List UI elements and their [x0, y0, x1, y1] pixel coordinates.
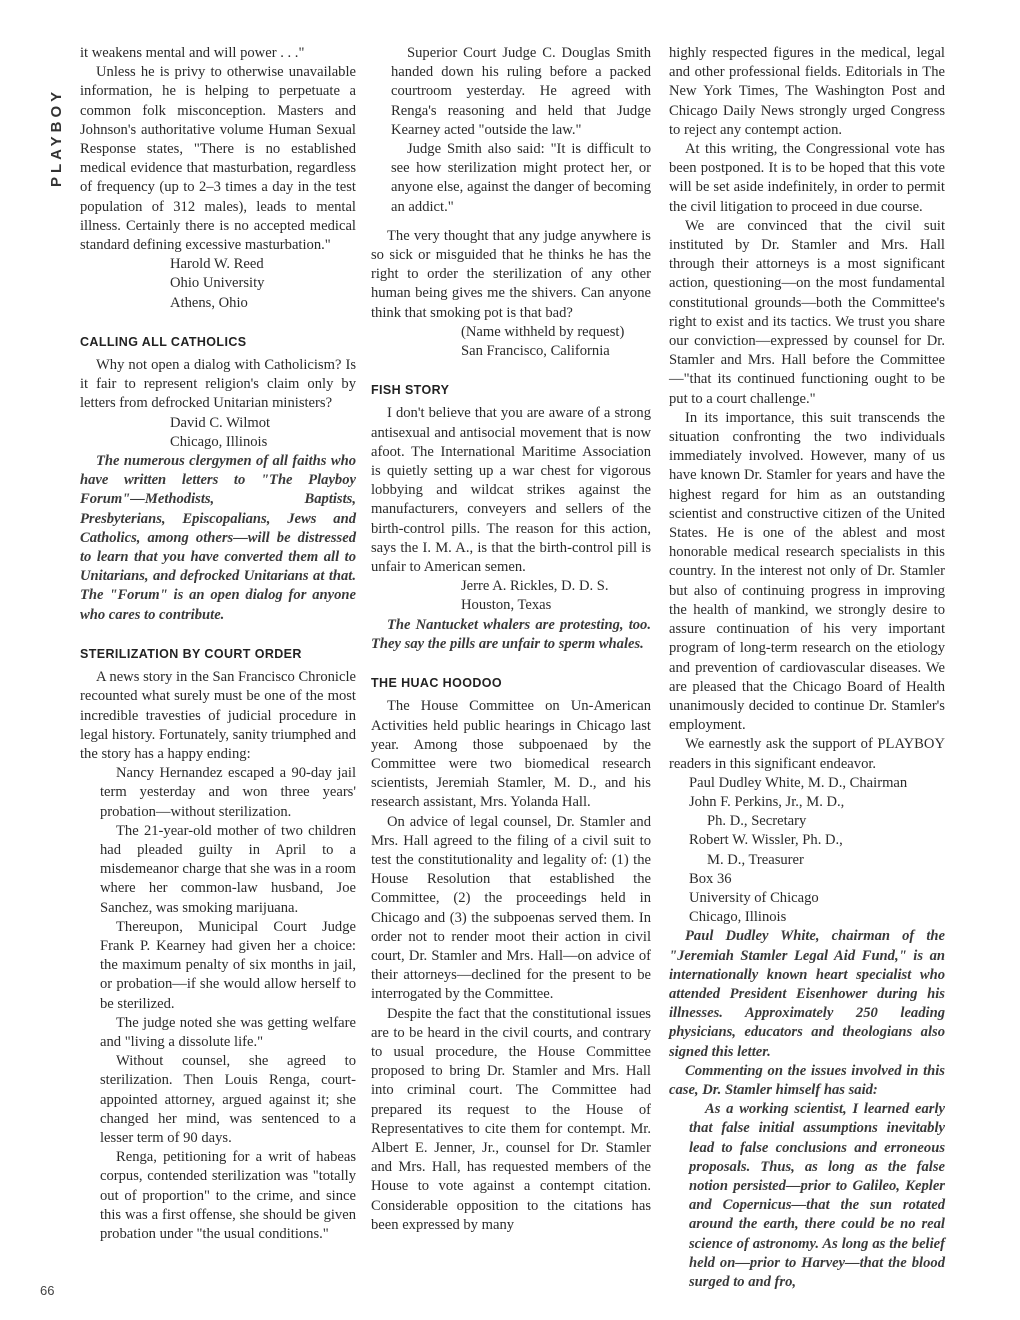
column-3 — [669, 44, 945, 1292]
magazine-masthead: PLAYBOY — [48, 87, 65, 187]
letter-paragraph: Despite the fact that the constitutional issues are to be heard in the civil courts, and contrary to usual procedure, the House Committee proposed to bring Dr. Stamler and Mrs. Hall into criminal court. The Committee had prepared its request to the House of Representatives to cite them for contempt. Mr. Albert E. Jenner, Jr., counsel for Dr. Stamler and Mrs. Hall, has requested members of the House to vote against a contempt citation. Considerable opposition to the citations has been expressed by many — [371, 1005, 651, 1233]
signature-line: John F. Perkins, Jr., M. D., — [689, 793, 845, 810]
quoted-paragraph: Without counsel, she agreed to sterilization. Then Louis Renga, court-appointed attorney, argued against it; she changed her mind, was sentenced to a lesser term of 90 days. — [100, 1053, 356, 1146]
signature-line: Chicago, Illinois — [170, 433, 268, 450]
letter-paragraph: In its importance, this suit transcends the situation confronting the two individuals immediately involved. However, many of us have known Dr. Stamler for years and have the highest regard for him as an outstanding scientist and constructive citizen of the United States. He is one of the ablest and most honorable medical research specialists in this country. In the interest not only of Dr. Stamler but also of continuing progress in improving the health of mankind, we strongly desire to assure continuation of his very important program of long-term research on the etiology and prevention of cardiovascular diseases. We are pleased that the Chicago Board of Health unanimously decided to continue Dr. Stamler's employment. — [669, 409, 945, 734]
letter-paragraph: highly respected figures in the medical, legal and other professional fields. Editorials in The New York Times, The Washington Post and Chicago Daily News strongly urged Congress to reject any contempt action. — [669, 45, 945, 138]
letter-paragraph: A news story in the San Francisco Chronicle recounted what surely must be one of the most incredible travesties of judicial procedure in legal history. Fortunately, sanity triumphed and the story has a happy ending: — [80, 669, 356, 762]
signature-line: University of Chicago — [689, 889, 819, 906]
section-heading: THE HUAC HOODOO — [371, 676, 502, 691]
editor-reply: Paul Dudley White, chairman of the "Jeremiah Stamler Legal Aid Fund," is an internationally known heart specialist who attended President Eisenhower during his illnesses. Approximately 250 leading physicians, educators and theologians also signed this letter. — [669, 928, 945, 1060]
quoted-paragraph: Nancy Hernandez escaped a 90-day jail term yesterday and won three years' probation—without sterilization. — [100, 765, 356, 820]
editor-reply: The numerous clergymen of all faiths who have written letters to "The Playboy Forum"—Methodists, Baptists, Presbyterians, Episcopalians, Jews and Catholics, among others—will be distressed to learn that you have converted them all to Unitarians, and defrocked Unitarians at that. The "Forum" is an open dialog for anyone who cares to contribute. — [80, 453, 356, 623]
signature-line: Jerre A. Rickles, D. D. S. — [461, 578, 609, 595]
column-2 — [371, 44, 651, 1235]
signature-line: David C. Wilmot — [170, 414, 271, 431]
letter-paragraph: Why not open a dialog with Catholicism? Is it fair to represent religion's claim only by letters from defrocked Unitarian ministers? — [80, 357, 356, 412]
letter-paragraph: We are convinced that the civil suit instituted by Dr. Stamler and Mrs. Hall through their attorneys is a most significant action, questioning—on the most fundamental constitutional grounds—both the Committee's right to exist and its tactics. We trust you share our conviction—expressed by counsel for Dr. Stamler and Mrs. Hall before the Committee—"that its continued functioning ought to be put to a court challenge." — [669, 217, 945, 407]
signature-line: Houston, Texas — [461, 597, 552, 614]
letter-signature — [669, 774, 945, 928]
signature-line: San Francisco, California — [461, 343, 610, 360]
letter-signature — [371, 577, 651, 615]
section-heading: CALLING ALL CATHOLICS — [80, 334, 247, 349]
letter-paragraph: Unless he is privy to otherwise unavailable information, he is helping to perpetuate a common folk misconception. Masters and Johnson's authoritative volume Human Sexual Response states, "There is no established medical evidence that masturbation, regardless of frequency (up to 2–3 times a day in the test population of 312 males), leads to mental illness. Certainly there is no accepted medical standard defining excessive masturbation." — [80, 64, 356, 254]
page-number: 66 — [40, 1283, 55, 1298]
letter-signature — [80, 414, 356, 452]
quoted-paragraph: The judge noted she was getting welfare and "living a dissolute life." — [100, 1014, 356, 1050]
section-heading: STERILIZATION BY COURT ORDER — [80, 646, 302, 661]
signature-line: Athens, Ohio — [170, 294, 248, 311]
signature-line: Robert W. Wissler, Ph. D., — [689, 832, 843, 849]
signature-line: Box 36 — [689, 870, 732, 887]
signature-line: Harold W. Reed — [170, 256, 264, 273]
letter-paragraph: On advice of legal counsel, Dr. Stamler and Mrs. Hall agreed to the filing of a civil suit to test the constitutionality and legality of: (1) the House Resolution that established the Committee, (2) the proceedings held in Chicago and (3) the subpoenas served them. In order not to render moot their action in civil court, Dr. Stamler and Mrs. Hall—on advice of their attorneys—declined for the present to be interrogated by the Committee. — [371, 813, 651, 1003]
signature-line: Chicago, Illinois — [689, 909, 787, 926]
column-1 — [80, 44, 356, 1244]
quoted-paragraph: Thereupon, Municipal Court Judge Frank P. Kearney had given her a choice: the maximum penalty of six months in jail, or probation—if she would allow herself to be sterilized. — [100, 918, 356, 1012]
editor-reply: The Nantucket whalers are protesting, too. They say the pills are unfair to sperm whales. — [371, 616, 651, 652]
quoted-editor-paragraph: As a working scientist, I learned early that false initial assumptions inevitably lead to false conclusions and erroneous proposals. Thus, as long as the false notion persisted—prior to Galileo, Kepler and Copernicus—that the sun rotated around the earth, there could be no real science of astronomy. As long as the belief held on—prior to Harvey—that the blood surged to and fro, — [689, 1101, 945, 1290]
signature-line: Ohio University — [170, 275, 265, 292]
letter-signature — [80, 255, 356, 313]
quoted-paragraph: Judge Smith also said: "It is difficult to see how sterilization might protect her, or anyone else, against the danger of becoming an addict." — [391, 141, 651, 215]
signature-line: (Name withheld by request) — [461, 323, 625, 340]
letter-paragraph: At this writing, the Congressional vote has been postponed. It is to be hoped that this vote will be set aside indefinitely, in order to permit the civil litigation to proceed in due course. — [669, 141, 945, 215]
letter-paragraph: The very thought that any judge anywhere is so sick or misguided that he thinks he has the right to order the sterilization of any other human being gives me the shivers. Can anyone think that smoking pot is that bad? — [371, 227, 651, 321]
section-heading: FISH STORY — [371, 383, 450, 398]
letter-paragraph: We earnestly ask the support of PLAYBOY readers in this significant endeavor. — [669, 736, 945, 772]
letter-signature — [371, 323, 651, 361]
signature-line: M. D., Treasurer — [707, 851, 804, 868]
quoted-paragraph: The 21-year-old mother of two children had pleaded guilty in April to a misdemeanor charge that she was in a room where her common-law husband, Joe Sanchez, was smoking marijuana. — [100, 822, 356, 916]
letter-paragraph: I don't believe that you are aware of a strong antisexual and antisocial movement that is now afoot. The International Maritime Association is quietly setting up a war chest for vigorous lobbying and wildcat strikes against the manufacturers, conveyers and sellers of the birth-control pills. The reason for this action, says the I. M. A., is that the birth-control pill is unfair to American semen. — [371, 405, 651, 576]
quoted-paragraph: Superior Court Judge C. Douglas Smith handed down his ruling before a packed courtroom yesterday. He agreed with Renga's reasoning and held that Judge Kearney acted "outside the law." — [391, 45, 651, 138]
signature-line: Ph. D., Secretary — [707, 813, 807, 830]
letter-paragraph: The House Committee on Un-American Activities held public hearings in Chicago last year. Among those subpoenaed by the Committee were two biomedical research scientists, Jeremiah Stamler, M. D., and his research assistant, Mrs. Yolanda Hall. — [371, 698, 651, 811]
signature-line: Paul Dudley White, M. D., Chairman — [689, 774, 908, 791]
editor-reply: Commenting on the issues involved in this case, Dr. Stamler himself has said: — [669, 1062, 945, 1098]
letter-paragraph: it weakens mental and will power . . ." — [80, 45, 305, 61]
quoted-paragraph: Renga, petitioning for a writ of habeas corpus, contended sterilization was "totally out of proportion" to the crime, and since this was a first offense, she should be given probation under "the usual conditions." — [100, 1149, 356, 1242]
